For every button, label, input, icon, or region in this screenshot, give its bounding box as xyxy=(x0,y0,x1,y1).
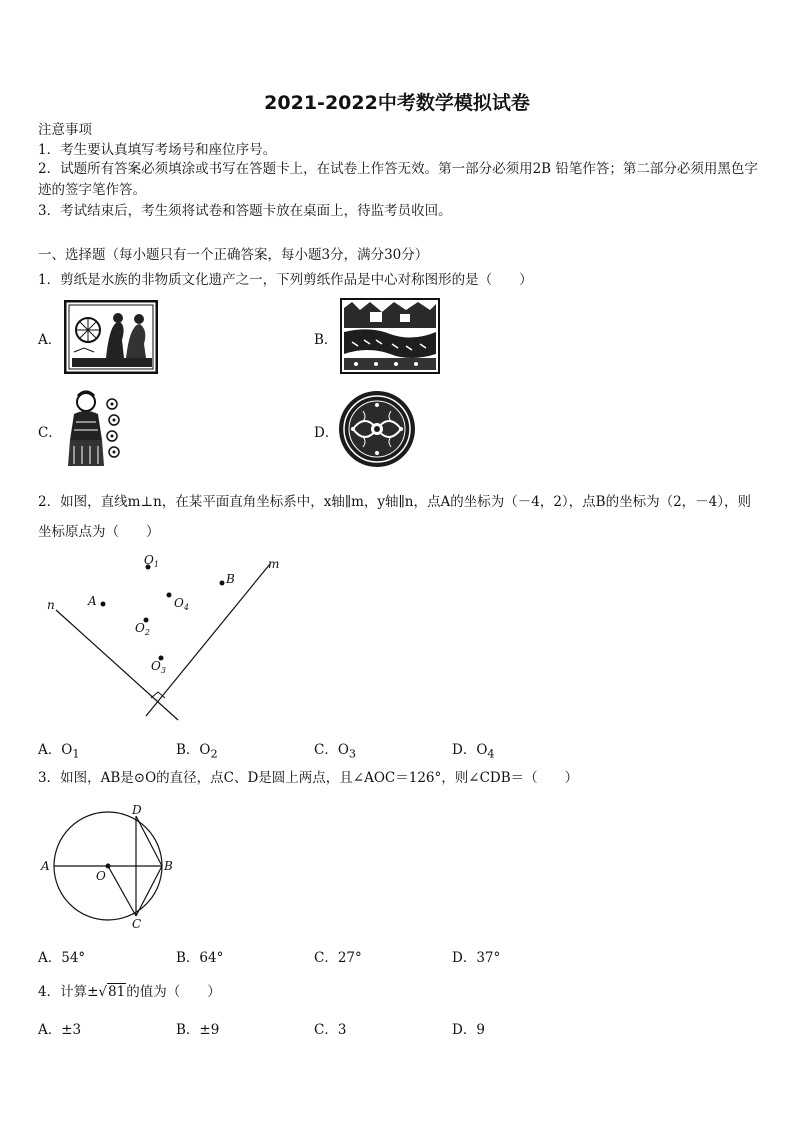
q3-figure xyxy=(38,800,188,932)
label-m: m xyxy=(268,557,280,571)
q2-option-b[interactable]: B．$O_2$ xyxy=(176,742,218,761)
line-m xyxy=(146,564,270,716)
label-n: n xyxy=(47,598,55,612)
q4-option-c[interactable]: C．3 xyxy=(314,1022,347,1038)
q1-label-d: D． xyxy=(314,425,339,441)
center-dot xyxy=(106,864,111,869)
section-heading: 一、选择题（每小题只有一个正确答案，每小题3分，满分30分） xyxy=(38,247,429,263)
sqrt-expression: √81 xyxy=(98,984,126,1000)
q4-stem: 4．计算±√81的值为（ ） xyxy=(38,984,221,1000)
point-b xyxy=(220,581,225,586)
label-b: B xyxy=(226,572,235,586)
label-o3: $O_3$ xyxy=(151,659,166,675)
q2-option-a[interactable]: A．$O_1$ xyxy=(38,742,80,761)
q3-option-c[interactable]: C．27° xyxy=(314,950,362,966)
q3-stem: 3．如图，AB是⊙O的直径，点C、D是圆上两点，且∠AOC＝126°，则∠CDB＝（ ） xyxy=(38,770,579,786)
notes-heading: 注意事项 xyxy=(38,122,92,138)
label-a: A xyxy=(88,594,97,608)
segment-bc xyxy=(136,866,162,916)
segment-oc xyxy=(108,866,136,916)
papercut-b-image xyxy=(340,298,440,374)
papercut-a-image xyxy=(64,300,158,374)
q2-figure xyxy=(38,548,298,726)
label-o2: $O_2$ xyxy=(135,621,150,637)
point-o4 xyxy=(167,593,172,598)
q4-option-a[interactable]: A．±3 xyxy=(38,1022,82,1038)
label-c: C xyxy=(132,917,142,931)
label-a: A xyxy=(41,859,50,873)
q1-label-b: B． xyxy=(314,332,338,348)
q3-option-a[interactable]: A．54° xyxy=(38,950,86,966)
label-o4: $O_4$ xyxy=(174,596,189,612)
q2-option-c[interactable]: C．$O_3$ xyxy=(314,742,357,761)
note-2: 2．试题所有答案必须填涂或书写在答题卡上，在试卷上作答无效。第一部分必须用2B 铅笔作答；第二部分必须用黑色字迹的签字笔作答。 xyxy=(38,161,758,198)
point-a xyxy=(101,602,106,607)
q2-option-d[interactable]: D．$O_4$ xyxy=(452,742,495,761)
q1-label-a: A． xyxy=(38,332,62,348)
papercut-c-image xyxy=(64,390,124,470)
q2-stem: 2．如图，直线m⊥n，在某平面直角坐标系中，x轴∥m，y轴∥n，点A的坐标为（－4，2），点B的坐标为（2，－4），则坐标原点为（ ） xyxy=(38,494,752,540)
label-o1: $O_1$ xyxy=(144,553,159,569)
label-o: O xyxy=(96,869,106,883)
segment-db xyxy=(136,816,162,866)
q3-option-b[interactable]: B．64° xyxy=(176,950,224,966)
label-d: D xyxy=(132,803,142,817)
page-title: 2021-2022中考数学模拟试卷 xyxy=(264,92,530,114)
note-3: 3．考试结束后，考生须将试卷和答题卡放在桌面上，待监考员收回。 xyxy=(38,203,452,219)
q4-option-d[interactable]: D．9 xyxy=(452,1022,485,1038)
label-b: B xyxy=(164,859,173,873)
q3-option-d[interactable]: D．37° xyxy=(452,950,501,966)
note-1: 1．考生要认真填写考场号和座位序号。 xyxy=(38,142,277,158)
q1-label-c: C． xyxy=(38,425,62,441)
q1-stem: 1．剪纸是水族的非物质文化遗产之一，下列剪纸作品是中心对称图形的是（ ） xyxy=(38,272,533,288)
papercut-d-image xyxy=(337,389,417,469)
q4-option-b[interactable]: B．±9 xyxy=(176,1022,220,1038)
